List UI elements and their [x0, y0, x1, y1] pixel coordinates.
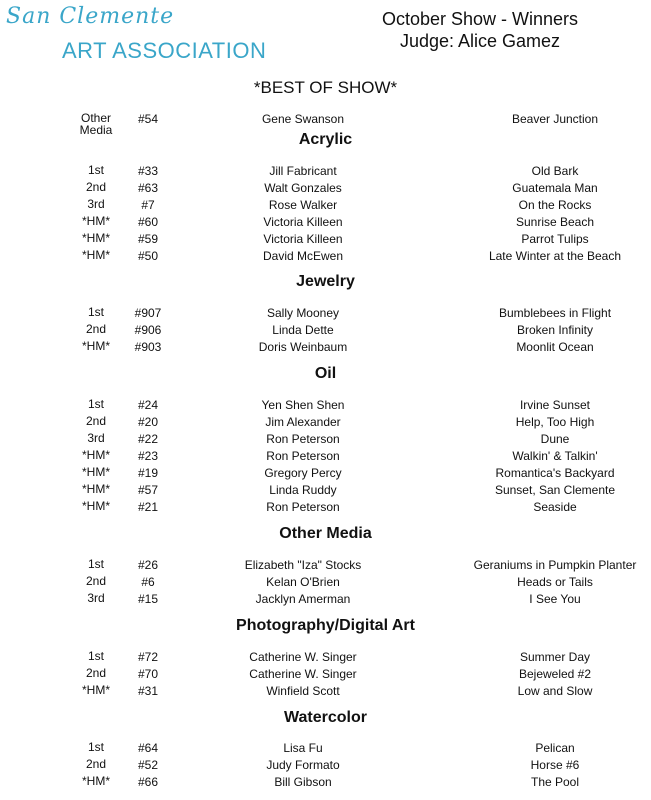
- artist: Judy Formato: [266, 758, 340, 772]
- entry-number: #33: [137, 164, 159, 178]
- artwork-title: Summer Day: [519, 650, 590, 664]
- entry-number: #70: [137, 667, 159, 681]
- place: *HM*: [81, 214, 110, 228]
- artwork-title: Old Bark: [531, 164, 579, 178]
- table-row: [0, 449, 651, 466]
- entry-number: #52: [137, 758, 159, 772]
- entry-number: #907: [134, 306, 162, 320]
- artwork-title: Walkin' & Talkin': [512, 449, 598, 463]
- table-row: [0, 164, 651, 181]
- artist: Linda Ruddy: [269, 483, 337, 497]
- artwork-title: Guatemala Man: [512, 181, 598, 195]
- table-row: [0, 340, 651, 357]
- artist: Walt Gonzales: [264, 181, 342, 195]
- artist: Rose Walker: [268, 198, 338, 212]
- artist: Ron Peterson: [266, 449, 340, 463]
- table-row: [0, 398, 651, 415]
- entry-number: #26: [137, 558, 159, 572]
- artwork-title: Bumblebees in Flight: [498, 306, 612, 320]
- entry-number: #72: [137, 650, 159, 664]
- artist: Jim Alexander: [265, 415, 341, 429]
- artwork-title: Parrot Tulips: [521, 232, 589, 246]
- artwork-title: Heads or Tails: [517, 575, 593, 589]
- artwork-title: Moonlit Ocean: [516, 340, 594, 354]
- entry-number: #50: [137, 249, 159, 263]
- artist: Linda Dette: [272, 323, 334, 337]
- entry-number: #23: [137, 449, 159, 463]
- place: 2nd: [85, 322, 107, 336]
- table-row: [0, 758, 651, 775]
- table-row: [0, 483, 651, 500]
- artwork-title: Irvine Sunset: [519, 398, 591, 412]
- place: 3rd: [87, 197, 105, 211]
- entry-number: #19: [137, 466, 159, 480]
- category-heading: Other Media: [279, 525, 372, 542]
- logo-main-text: ART ASSOCIATION: [62, 38, 267, 63]
- entry-number: #63: [137, 181, 159, 195]
- place: 2nd: [85, 180, 107, 194]
- entry-number: #31: [137, 684, 159, 698]
- category-heading: Oil: [314, 365, 337, 382]
- place: *HM*: [81, 774, 110, 788]
- artwork-title: Bejeweled #2: [518, 667, 592, 681]
- entry-number: #906: [134, 323, 162, 337]
- table-row: [0, 323, 651, 340]
- artwork-title: Dune: [540, 432, 570, 446]
- table-row: [0, 684, 651, 701]
- place: Other Media: [79, 111, 113, 137]
- category-heading: Jewelry: [296, 273, 355, 290]
- artwork-title: Geraniums in Pumpkin Planter: [473, 558, 637, 572]
- place: 2nd: [85, 574, 107, 588]
- artist: Bill Gibson: [274, 775, 332, 789]
- artist: Victoria Killeen: [263, 232, 343, 246]
- artist: Jacklyn Amerman: [255, 592, 351, 606]
- entry-number: #21: [137, 500, 159, 514]
- table-row: [0, 306, 651, 323]
- table-row: [0, 232, 651, 249]
- table-row: [0, 575, 651, 592]
- document-header: [360, 8, 600, 52]
- place: *HM*: [81, 465, 110, 479]
- artist: Elizabeth "Iza" Stocks: [244, 558, 362, 572]
- place: 1st: [87, 305, 104, 319]
- artist: Catherine W. Singer: [249, 667, 357, 681]
- table-row: [0, 181, 651, 198]
- artwork-title: Broken Infinity: [516, 323, 594, 337]
- table-row: [0, 466, 651, 483]
- place: *HM*: [81, 448, 110, 462]
- artwork-title: Pelican: [535, 741, 575, 755]
- place: 2nd: [85, 414, 107, 428]
- entry-number: #903: [134, 340, 162, 354]
- place: 1st: [87, 740, 104, 754]
- artist: David McEwen: [262, 249, 344, 263]
- artist: Kelan O'Brien: [266, 575, 340, 589]
- category-heading: Watercolor: [284, 709, 367, 726]
- artwork-title: Horse #6: [530, 758, 580, 772]
- entry-number: #59: [137, 232, 159, 246]
- table-row: [0, 667, 651, 684]
- artwork-title: The Pool: [530, 775, 580, 789]
- place: 1st: [87, 397, 104, 411]
- artwork-title: Help, Too High: [515, 415, 595, 429]
- judge-line: Judge: Alice Gamez: [399, 31, 561, 51]
- entry-number: #60: [137, 215, 159, 229]
- place: 2nd: [85, 757, 107, 771]
- logo-script-text: San Clemente: [6, 4, 175, 29]
- table-row: [0, 775, 651, 792]
- place: 2nd: [85, 666, 107, 680]
- table-row: [0, 500, 651, 517]
- entry-number: #7: [141, 198, 155, 212]
- place: *HM*: [81, 683, 110, 697]
- artist: Doris Weinbaum: [258, 340, 348, 354]
- artist: Gene Swanson: [261, 112, 345, 126]
- artist: Ron Peterson: [266, 432, 340, 446]
- artwork-title: Low and Slow: [517, 684, 593, 698]
- document-title: October Show - Winners: [381, 9, 579, 29]
- artwork-title: Sunrise Beach: [515, 215, 595, 229]
- entry-number: #66: [137, 775, 159, 789]
- place: *HM*: [81, 482, 110, 496]
- table-row: [0, 249, 651, 266]
- artwork-title: Late Winter at the Beach: [488, 249, 622, 263]
- place: 1st: [87, 557, 104, 571]
- artist: Lisa Fu: [283, 741, 323, 755]
- place: 1st: [87, 163, 104, 177]
- place: 1st: [87, 649, 104, 663]
- artist: Gregory Percy: [264, 466, 342, 480]
- artist: Sally Mooney: [266, 306, 340, 320]
- entry-number: #57: [137, 483, 159, 497]
- artist: Yen Shen Shen: [261, 398, 345, 412]
- artwork-title: Sunset, San Clemente: [494, 483, 616, 497]
- table-row: [0, 415, 651, 432]
- artwork-title: Beaver Junction: [511, 112, 599, 126]
- place: *HM*: [81, 231, 110, 245]
- place: 3rd: [87, 591, 105, 605]
- place: *HM*: [81, 339, 110, 353]
- place: *HM*: [81, 248, 110, 262]
- entry-number: #6: [141, 575, 155, 589]
- entry-number: #20: [137, 415, 159, 429]
- entry-number: #64: [137, 741, 159, 755]
- artist: Jill Fabricant: [269, 164, 337, 178]
- place: *HM*: [81, 499, 110, 513]
- category-heading: Photography/Digital Art: [236, 617, 415, 634]
- table-row: [0, 558, 651, 575]
- artist: Winfield Scott: [266, 684, 340, 698]
- artwork-title: Seaside: [533, 500, 577, 514]
- artist: Catherine W. Singer: [249, 650, 357, 664]
- artwork-title: On the Rocks: [518, 198, 592, 212]
- best-of-show-heading: *BEST OF SHOW*: [253, 78, 398, 97]
- category-heading: Acrylic: [298, 131, 353, 148]
- table-row: [0, 741, 651, 758]
- table-row: [0, 215, 651, 232]
- table-row: [0, 650, 651, 667]
- artwork-title: Romantica's Backyard: [495, 466, 615, 480]
- entry-number: #15: [137, 592, 159, 606]
- entry-number: #54: [137, 112, 159, 126]
- artist: Ron Peterson: [266, 500, 340, 514]
- artist: Victoria Killeen: [263, 215, 343, 229]
- table-row: [0, 198, 651, 215]
- table-row: [0, 432, 651, 449]
- entry-number: #22: [137, 432, 159, 446]
- artwork-title: I See You: [529, 592, 581, 606]
- place: 3rd: [87, 431, 105, 445]
- entry-number: #24: [137, 398, 159, 412]
- table-row: [0, 592, 651, 609]
- best-of-show-row: [0, 111, 651, 137]
